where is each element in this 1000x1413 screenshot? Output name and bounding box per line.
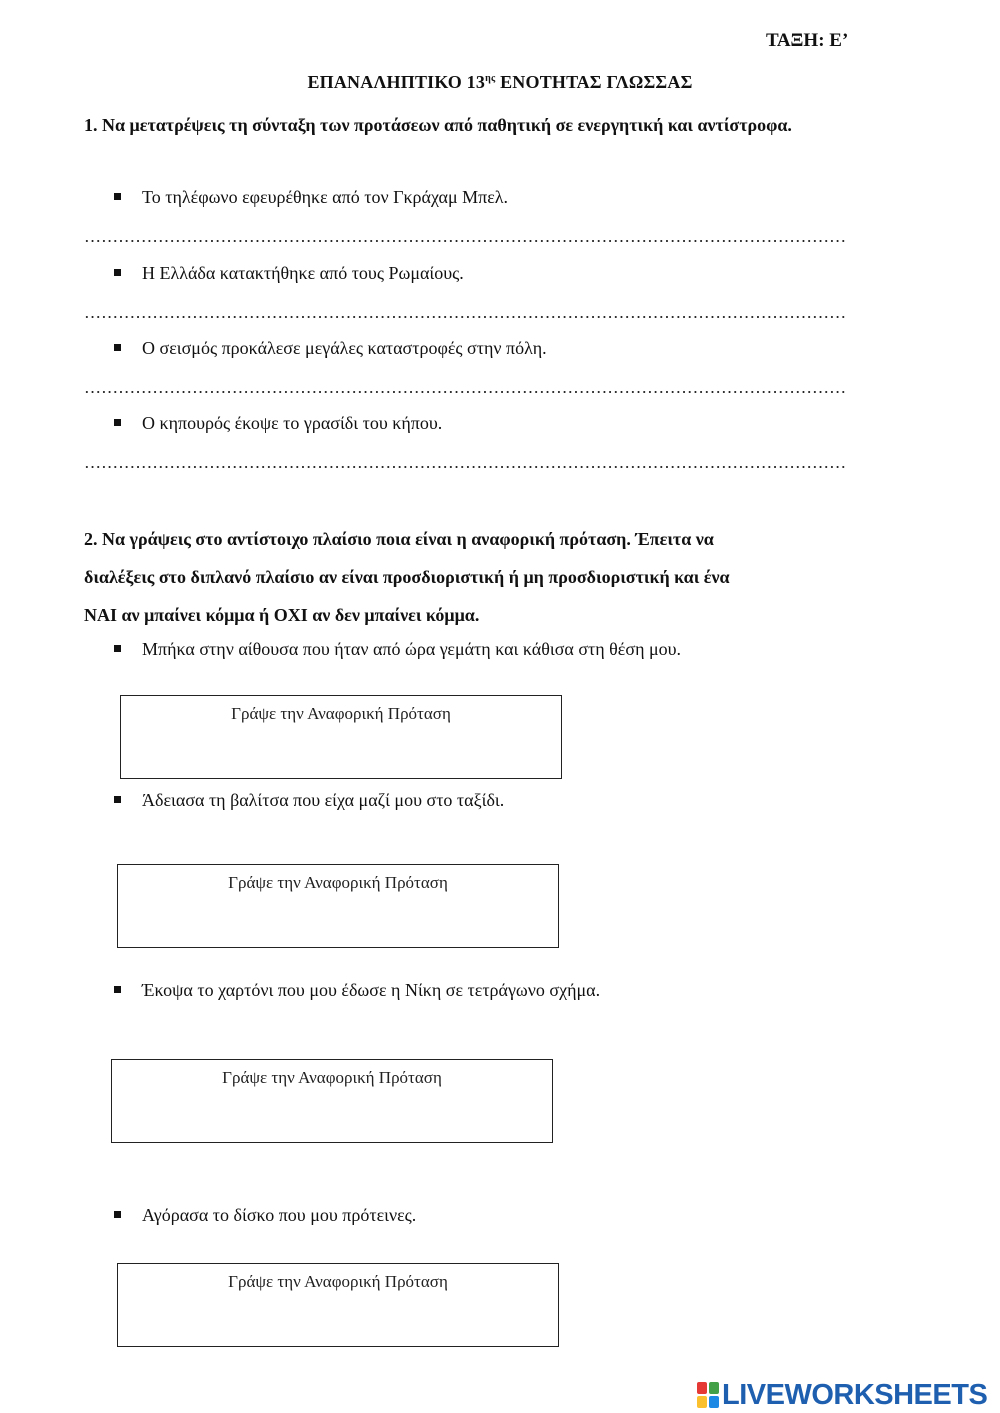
answer-line-3[interactable] <box>84 390 846 394</box>
box-prompt: Γράψε την Αναφορική Πρόταση <box>222 1068 442 1087</box>
answer-line-4[interactable] <box>84 465 846 469</box>
logo-square-blue <box>709 1396 719 1408</box>
exercise-2-instruction-line-2: διαλέξεις στο διπλανό πλαίσιο αν είναι προσδιοριστική ή μη προσδιοριστική και ένα <box>84 567 730 587</box>
exercise-1-sentence-3: Ο σεισμός προκάλεσε μεγάλες καταστροφές στην πόλη. <box>114 338 547 359</box>
relative-clause-input-1[interactable] <box>129 746 553 768</box>
exercise-2-instruction-line-3: ΝΑΙ αν μπαίνει κόμμα ή ΟΧΙ αν δεν μπαίνει κόμμα. <box>84 605 480 625</box>
exercise-2-instruction-line-1: 2. Να γράψεις στο αντίστοιχο πλαίσιο ποια είναι η αναφορική πρόταση. Έπειτα να <box>84 529 714 549</box>
relative-clause-input-4[interactable] <box>126 1314 550 1336</box>
liveworksheets-logo-icon <box>697 1382 719 1408</box>
bullet-icon <box>114 1211 121 1218</box>
relative-clause-input-2[interactable] <box>126 915 550 937</box>
logo-square-yellow <box>697 1396 707 1408</box>
relative-clause-box-3[interactable] <box>111 1059 553 1143</box>
box-prompt: Γράψε την Αναφορική Πρόταση <box>231 704 451 723</box>
box-prompt: Γράψε την Αναφορική Πρόταση <box>228 873 448 892</box>
liveworksheets-logo <box>697 1378 987 1412</box>
exercise-1-sentence-4: Ο κηπουρός έκοψε το γρασίδι του κήπου. <box>114 413 442 434</box>
relative-clause-box-2[interactable] <box>117 864 559 948</box>
relative-clause-box-4[interactable] <box>117 1263 559 1347</box>
bullet-icon <box>114 269 121 276</box>
exercise-2-sentence-2: Άδειασα τη βαλίτσα που είχα μαζί μου στο ταξίδι. <box>114 790 504 811</box>
exercise-2-sentence-1: Μπήκα στην αίθουσα που ήταν από ώρα γεμάτη και κάθισα στη θέση μου. <box>114 639 681 660</box>
bullet-icon <box>114 193 121 200</box>
exercise-1-sentence-1: Το τηλέφωνο εφευρέθηκε από τον Γκράχαμ Μπελ. <box>114 187 508 208</box>
bullet-icon <box>114 796 121 803</box>
bullet-icon <box>114 986 121 993</box>
worksheet-title: ΕΠΑΝΑΛΗΠΤΙΚΟ $13^{\eta\varsigma}$ ΕΝΟΤΗΤΑΣ ΓΛΩΣΣΑΣ <box>307 72 693 92</box>
logo-square-red <box>697 1382 707 1394</box>
logo-square-green <box>709 1382 719 1394</box>
bullet-icon <box>114 344 121 351</box>
exercise-2-sentence-3: Έκοψα το χαρτόνι που μου έδωσε η Νίκη σε τετράγωνο σχήμα. <box>114 980 600 1001</box>
answer-line-1[interactable] <box>84 239 846 243</box>
bullet-icon <box>114 645 121 652</box>
exercise-2-sentence-4: Αγόρασα το δίσκο που μου πρότεινες. <box>114 1205 416 1226</box>
relative-clause-input-3[interactable] <box>120 1110 544 1132</box>
answer-line-2[interactable] <box>84 315 846 319</box>
exercise-1-instruction: 1. Να μετατρέψεις τη σύνταξη των προτάσεων από παθητική σε ενεργητική και αντίστροφα. <box>84 115 792 135</box>
exercise-1-sentence-2: Η Ελλάδα κατακτήθηκε από τους Ρωμαίους. <box>114 263 464 284</box>
class-label: ΤΑΞΗ: Ε’ <box>766 30 849 51</box>
box-prompt: Γράψε την Αναφορική Πρόταση <box>228 1272 448 1291</box>
bullet-icon <box>114 419 121 426</box>
logo-text: LIVEWORKSHEETS <box>722 1378 988 1411</box>
relative-clause-box-1[interactable] <box>120 695 562 779</box>
